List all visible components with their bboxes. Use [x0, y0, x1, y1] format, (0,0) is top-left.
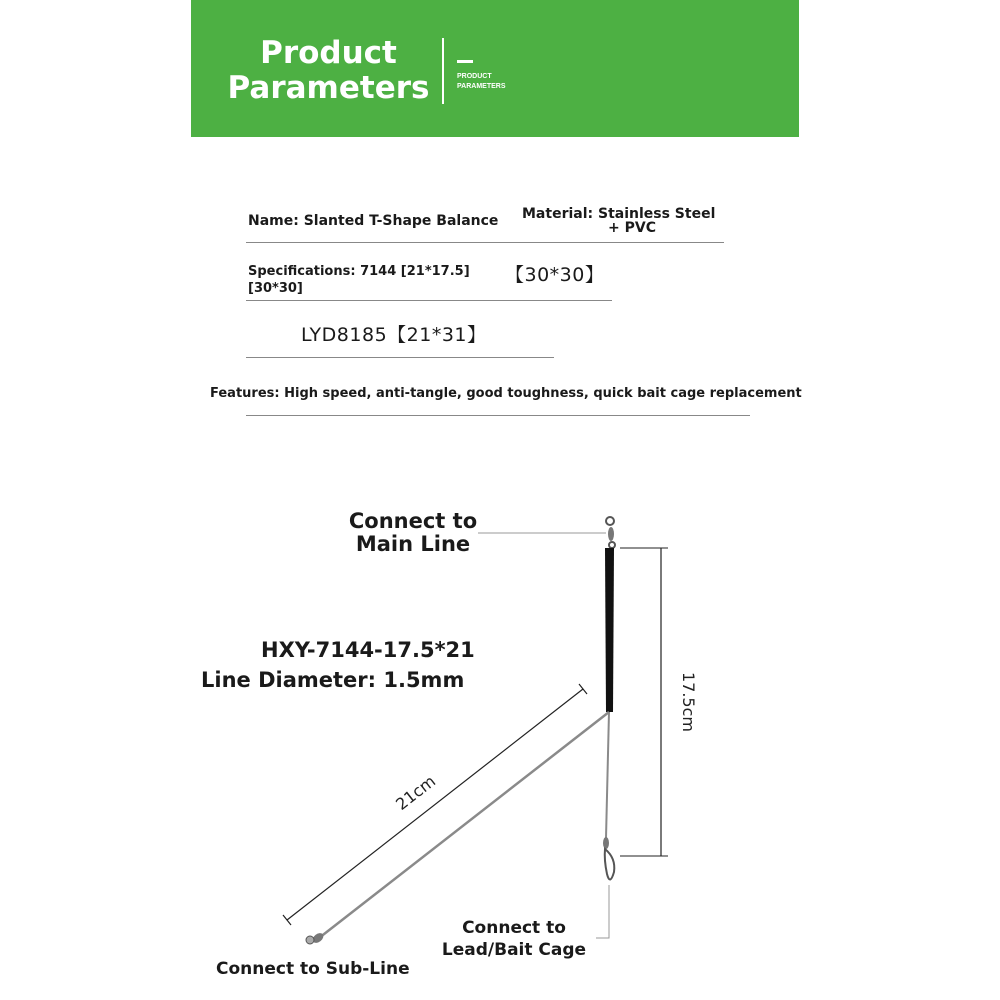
- sub-line-end-swivel: [306, 931, 325, 945]
- pvc-sleeve: [605, 548, 614, 712]
- line-diameter-label: Line Diameter: 1.5mm: [201, 668, 465, 692]
- banner-title-line2: Parameters: [227, 70, 430, 106]
- diagonal-dimension: [283, 684, 587, 925]
- diagonal-dim-label: 21cm: [392, 771, 440, 814]
- sub-line-label: Connect to Sub-Line: [216, 959, 410, 979]
- lead-leader: [596, 885, 609, 938]
- banner-subtitle-line2: PARAMETERS: [457, 83, 506, 90]
- lead-label-2: Lead/Bait Cage: [441, 940, 587, 960]
- bottom-snap-swivel: [603, 837, 614, 880]
- material-line1: Material: Stainless Steel: [522, 206, 716, 222]
- spec-bracket: 【30*30】: [505, 264, 605, 286]
- diagonal-wire: [319, 712, 609, 938]
- spec-line1: Specifications: 7144 [21*17.5]: [248, 264, 470, 279]
- main-line-label-2: Main Line: [355, 532, 471, 556]
- main-line-label: [344, 510, 482, 556]
- spec-line2: [30*30]: [248, 281, 303, 296]
- top-swivel: [606, 517, 615, 548]
- lead-label-1: Connect to: [462, 918, 566, 938]
- vertical-dim-label: 17.5cm: [679, 671, 698, 733]
- main-line-label-1: Connect to: [348, 509, 478, 533]
- vertical-wire: [606, 712, 609, 838]
- vertical-dimension: [620, 548, 668, 856]
- banner-title-line1: Product: [260, 35, 397, 71]
- model-label: HXY-7144-17.5*21: [261, 638, 475, 662]
- lead-label: [437, 917, 591, 961]
- material-line2: + PVC: [608, 220, 656, 236]
- product-name: Name: Slanted T-Shape Balance: [248, 213, 499, 229]
- features-text: Features: High speed, anti-tangle, good toughness, quick bait cage replacement: [210, 386, 802, 401]
- banner-subtitle-line1: PRODUCT: [457, 73, 492, 80]
- model-lyd8185: LYD8185【21*31】: [301, 324, 487, 346]
